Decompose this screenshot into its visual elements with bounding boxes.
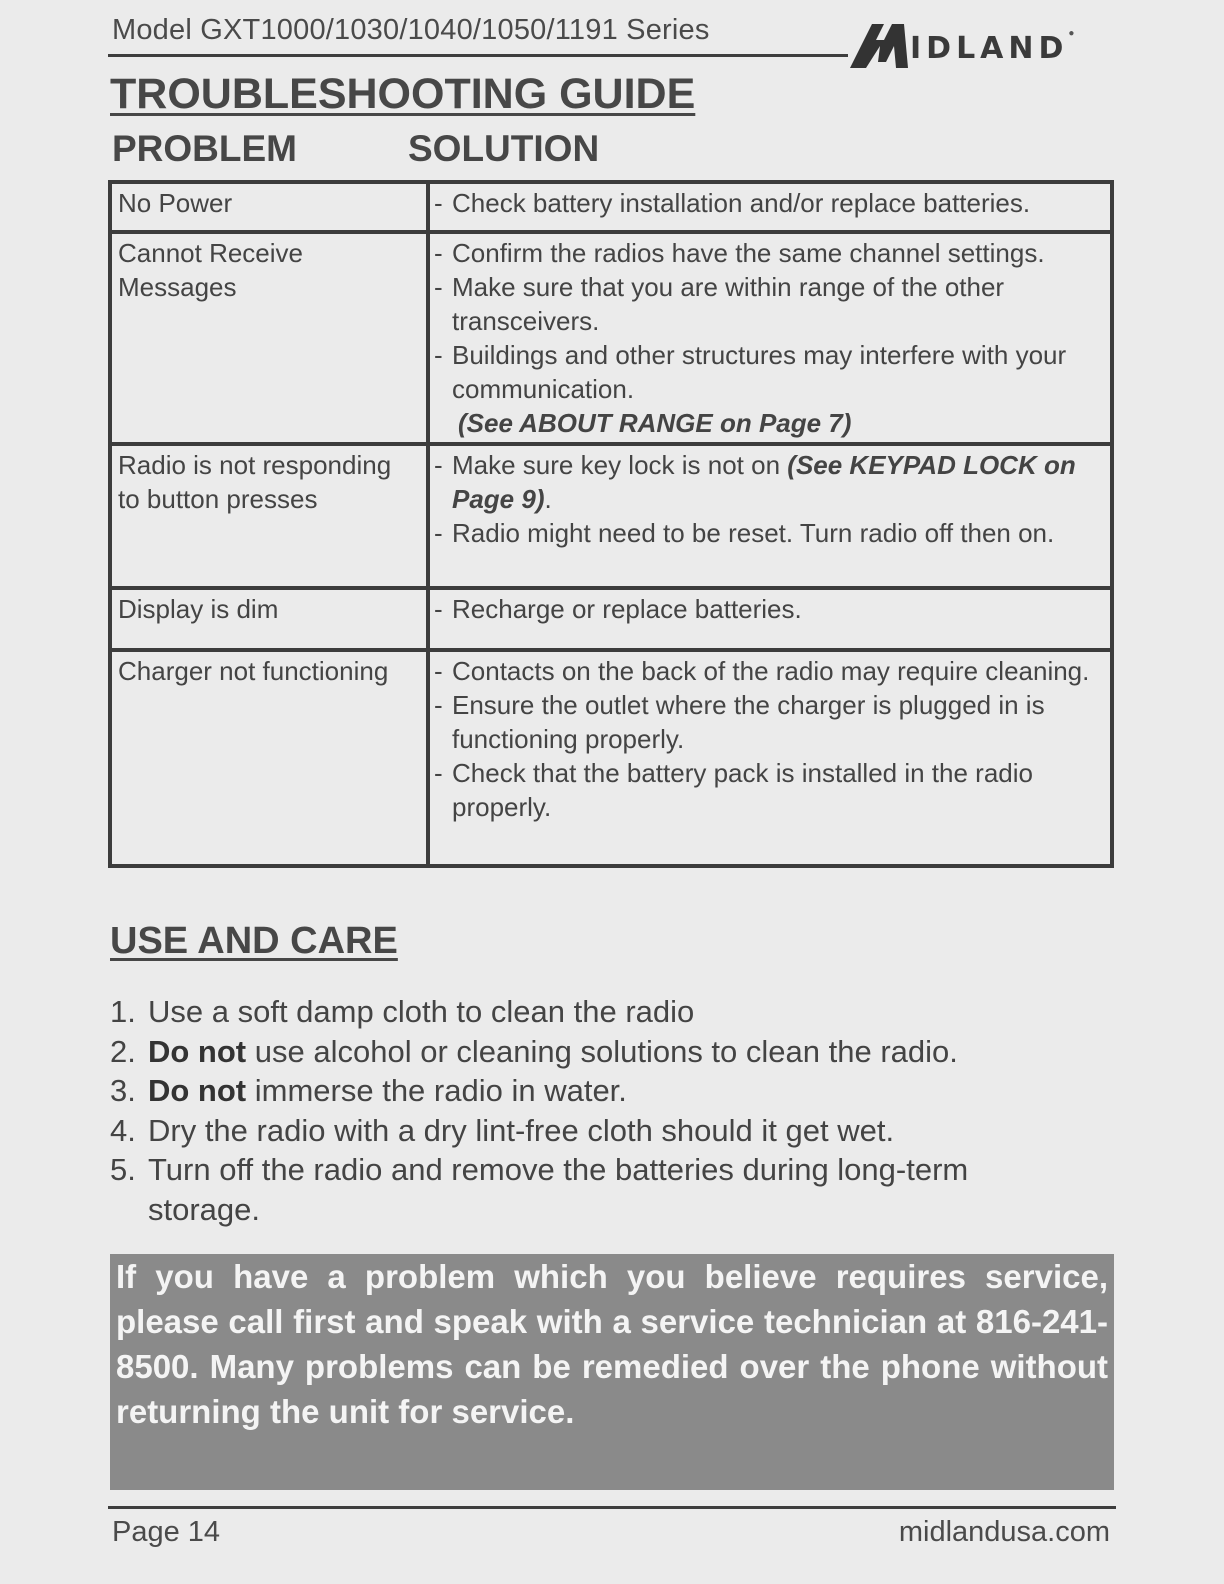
problem-column-header: PROBLEM [112, 128, 297, 169]
care-list [110, 992, 1070, 1229]
solution-cell: - Contacts on the back of the radio may require cleaning. - Ensure the outlet where the charger is plugged in is functioning properly. - Check that the battery pack is installed in the radio properly. [428, 650, 1112, 866]
header-model: Model GXT1000/1030/1040/1050/1191 Series [112, 14, 710, 46]
problem-cell: Display is dim [110, 588, 428, 650]
solution-text: Contacts on the back of the radio may require cleaning. [452, 656, 1090, 686]
solution-cell: - Recharge or replace batteries. [428, 588, 1112, 650]
solution-text: Confirm the radios have the same channel settings. [452, 238, 1045, 268]
solution-text: Radio might need to be reset. Turn radio off then on. [452, 518, 1055, 548]
list-item: 2. Do not use alcohol or cleaning solutions to clean the radio. [110, 1033, 958, 1069]
footer-rule [108, 1506, 1116, 1509]
page-reference-note: (See ABOUT RANGE on Page 7) [458, 408, 852, 438]
solution-text: Recharge or replace batteries. [452, 594, 802, 624]
list-item: 4. Dry the radio with a dry lint-free cloth should it get wet. [110, 1112, 895, 1148]
solution-text: Ensure the outlet where the charger is plugged in is functioning properly. [452, 690, 1045, 754]
table-row [110, 232, 1112, 444]
use-and-care-title: USE AND CARE [110, 920, 398, 962]
solution-column-header: SOLUTION [408, 128, 600, 169]
troubleshooting-table [108, 180, 1114, 868]
website-url: midlandusa.com [898, 1516, 1110, 1548]
solution-text-tail: . [544, 484, 552, 514]
brand-logo [850, 18, 1074, 68]
solution-cell: - Check battery installation and/or replace batteries. [428, 182, 1112, 232]
solution-text [452, 448, 1104, 516]
solution-text: Make sure that you are within range of the other transceivers. [452, 272, 1005, 336]
list-item: 1. Use a soft damp cloth to clean the radio [110, 994, 695, 1029]
list-item: 5. Turn off the radio and remove the batteries during long-term storage. [110, 1152, 969, 1227]
page-reference-note: (See KEYPAD LOCK on Page 9) [452, 450, 1076, 514]
solution-cell: - Confirm the radios have the same channel settings. - Make sure that you are within range of the other transceivers. - Buildings and other structures may interfere with your communication. (See ABOUT RANGE on Page 7) [428, 232, 1112, 444]
solution-text: Check that the battery pack is installed in the radio properly. [452, 758, 1033, 822]
midland-m-icon [850, 24, 908, 68]
list-item: 3. Do not immerse the radio in water. [110, 1073, 627, 1108]
brand-name: IDLAND [910, 31, 1069, 66]
service-notice: If you have a problem which you believe requires service, please call first and speak with a service technician at 816-241-8500. Many problems can be remedied over the phone without returning the unit for service. [110, 1254, 1114, 1490]
troubleshooting-title: TROUBLESHOOTING GUIDE [110, 70, 696, 118]
problem-cell: Radio is not responding to button presses [110, 444, 428, 588]
problem-cell: No Power [110, 182, 428, 232]
table-row [110, 588, 1112, 650]
table-row [110, 650, 1112, 866]
problem-cell: Charger not functioning [110, 650, 428, 866]
table-row [110, 182, 1112, 232]
table-row [110, 444, 1112, 588]
solution-cell: - Make sure key lock is not on (See KEYPAD LOCK on Page 9). - Radio might need to be reset. Turn radio off then on. [428, 444, 1112, 588]
header-rule [108, 54, 848, 57]
solution-text: Buildings and other structures may interfere with your communication. [452, 340, 1067, 404]
solution-text-part: Make sure key lock is not on [452, 450, 781, 480]
solution-text: Check battery installation and/or replace batteries. [452, 188, 1031, 218]
page-number: Page 14 [112, 1516, 221, 1548]
registered-mark: ● [1068, 28, 1075, 39]
problem-cell: Cannot Receive Messages [110, 232, 428, 444]
